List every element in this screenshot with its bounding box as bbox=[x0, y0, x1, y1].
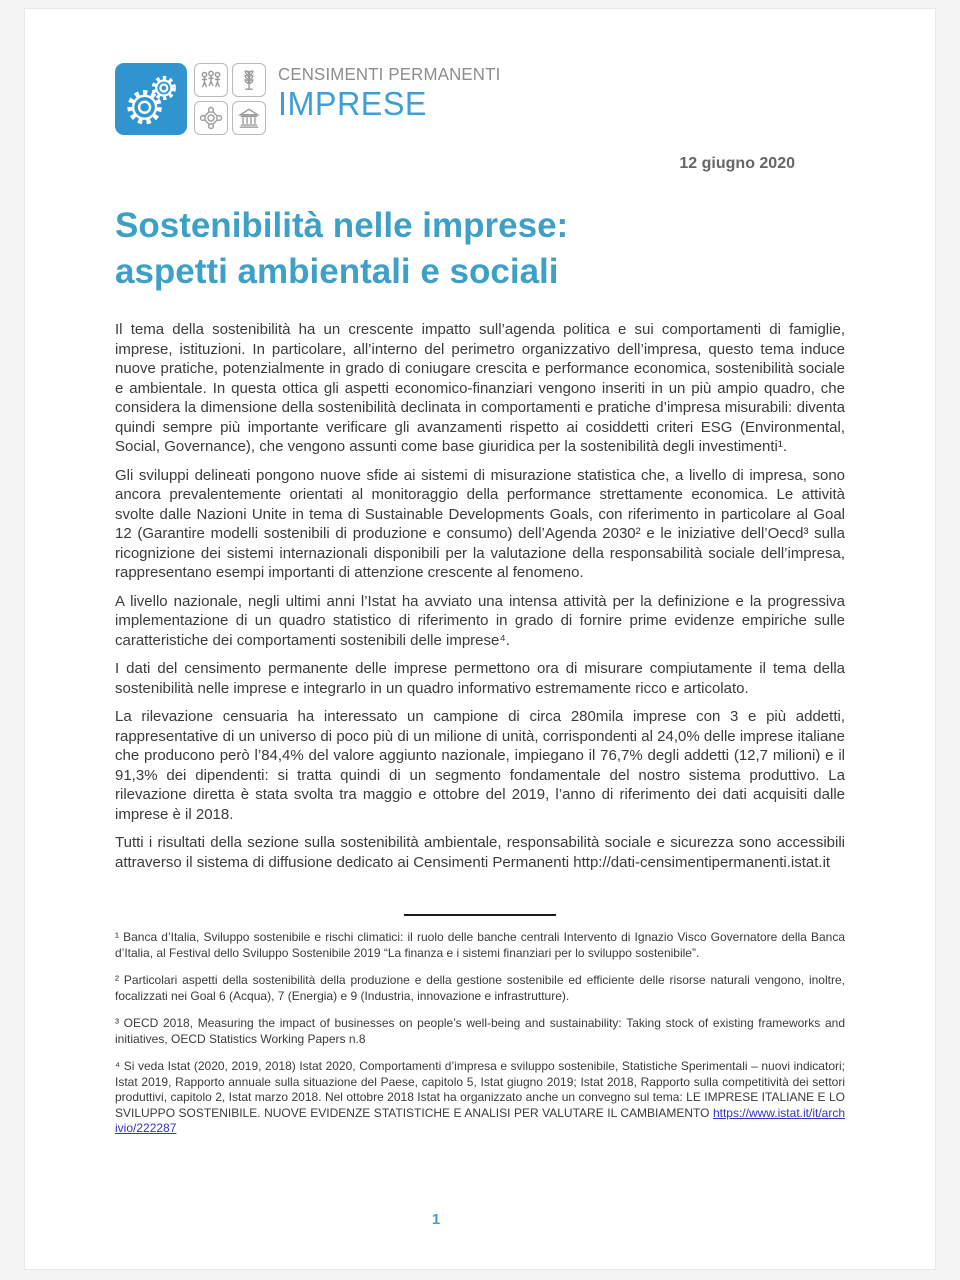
title-line-1: Sostenibilità nelle imprese: bbox=[115, 206, 569, 245]
footnote-4 bbox=[115, 1059, 845, 1137]
footnote-4-link[interactable]: https://www.istat.it/it/archivio/222287 bbox=[115, 1105, 845, 1135]
logo-tile-grid bbox=[194, 63, 266, 135]
footnote-3: ³ OECD 2018, Measuring the impact of businesses on people’s well-being and sustainability: Taking stock of existing frameworks and initiatives, OECD Statistics Working Papers n.8 bbox=[115, 1016, 845, 1046]
paragraph-3: A livello nazionale, negli ultimi anni l’Istat ha avviato una intensa attività per la definizione e la progressiva implementazione di un quadro statistico di riferimento in grado di fornire prime evidenze empiriche sulle caratteristiche dei comportamenti sostenibili delle imprese⁴. bbox=[115, 592, 845, 649]
footnotes bbox=[115, 930, 845, 1137]
page-content bbox=[25, 63, 935, 1137]
network-icon bbox=[194, 101, 228, 135]
paragraph-2: Gli sviluppi delineati pongono nuove sfide ai sistemi di misurazione statistica che, a livello di impresa, sono ancora prevalentemente orientati al monitoraggio della performance strettamente economica. Le attività svolte dalle Nazioni Unite in tema di Sustainable Developments Goals, con riferimento in particolare al Goal 12 (Garantire modelli sostenibili di produzione e consumo) dell’Agenda 2030² e le iniziative dell’Oecd³ sulla ricognizione dei sistemi internazionali disponibili per la valutazione della responsabilità sociale dell’impresa, rappresentano esempi importanti di attenzione crescente al fenomeno. bbox=[115, 466, 845, 581]
page-number: 1 bbox=[431, 1211, 441, 1228]
document-page bbox=[24, 8, 936, 1270]
paragraph-5: La rilevazione censuaria ha interessato un campione di circa 280mila imprese con 3 e più addetti, rappresentative di un universo di poco più di un milione di unità, corrispondenti al 24,0% delle imprese italiane che producono però l’84,4% del valore aggiunto nazionale, impiegano il 76,7% degli addetti (12,7 milioni) e il 91,3% dei dipendenti: si tratta quindi di un segmento fondamentale del nostro sistema produttivo. La rilevazione diretta è stata svolta tra maggio e ottobre del 2019, l’anno di riferimento dei dati acquisiti dalle imprese è il 2018. bbox=[115, 708, 845, 823]
brand-line-imprese: IMPRESE bbox=[278, 84, 428, 122]
footnote-2: ² Particolari aspetti della sostenibilità della produzione e della gestione sostenibile ed efficiente delle risorse naturali vengono, inoltre, focalizzati nei Goal 6 (Acqua), 7 (Energia) e 9 (Industria, innovazione e infrastrutture). bbox=[115, 973, 845, 1003]
title-line-2: aspetti ambientali e sociali bbox=[115, 251, 559, 291]
page-title bbox=[115, 203, 845, 294]
paragraph-1: Il tema della sostenibilità ha un crescente impatto sull’agenda politica e sui comportamenti di famiglie, imprese, istituzioni. In particolare, all’interno del perimetro organizzativo dell’impresa, questo tema induce nuove pratiche, potenzialmente in grado di coniugare crescita e performance economica, sostenibilità sociale e ambientale. In questa ottica gli aspetti economico-finanziari vengono inseriti in un più ampio quadro, che considera la dimensione della sostenibilità declinata in comportamenti e pratiche d’impresa misurabili: diventa quindi sempre più importante verificare gli avanzamenti rispetto ai cosiddetti criteri ESG (Environmental, Social, Governance), che vengono assunti come base giuridica per la sostenibilità degli investimenti¹. bbox=[115, 321, 845, 455]
paragraph-6: Tutti i risultati della sezione sulla sostenibilità ambientale, responsabilità sociale e sicurezza sono accessibili attraverso il sistema di diffusione dedicato ai Censimenti Permanenti http://dati-censimentipermanenti.istat.it bbox=[115, 834, 845, 871]
people-icon bbox=[194, 63, 228, 97]
bank-icon bbox=[232, 101, 266, 135]
brand-line-censimenti: CENSIMENTI PERMANENTI bbox=[278, 64, 501, 84]
footnote-separator bbox=[404, 914, 556, 916]
page-footer bbox=[25, 1211, 935, 1229]
logo-wordmark bbox=[278, 63, 510, 120]
censimenti-logo bbox=[115, 63, 845, 137]
wheat-icon bbox=[232, 63, 266, 97]
logo-blue-tile bbox=[115, 63, 187, 135]
footnote-1: ¹ Banca d’Italia, Sviluppo sostenibile e rischi climatici: il ruolo delle banche centrali Intervento di Ignazio Visco Governatore della Banca d’Italia, al Festival dello Sviluppo Sostenibile 2019 “La finanza e i sistemi finanziari per lo sviluppo sostenibile”. bbox=[115, 930, 845, 960]
publication-date: 12 giugno 2020 bbox=[679, 155, 795, 172]
body-text bbox=[115, 320, 845, 872]
gears-icon bbox=[118, 66, 184, 132]
footnote-4-text: ⁴ Si veda Istat (2020, 2019, 2018) Istat 2020, Comportamenti d’impresa e sviluppo sostenibile, Statistiche Sperimentali – nuovi indicatori; Istat 2019, Rapporto annuale sulla situazione del Paese, capitolo 5, Istat giugno 2019; Istat 2018, Rapporto sulla competitività dei settori produttivi, capitolo 2, Istat marzo 2018. Nel ottobre 2018 Istat ha organizzato anche un convegno sul tema: LE IMPRESE ITALIANE E LO SVILUPPO SOSTENIBILE. NUOVE EVIDENZE STATISTICHE E ANALISI PER VALUTARE IL CAMBIAMENTO bbox=[115, 1059, 845, 1120]
paragraph-4: I dati del censimento permanente delle imprese permettono ora di misurare compiutamente il tema della sostenibilità nelle imprese e integrarlo in un quadro informativo estremamente ricco e articolato. bbox=[115, 660, 845, 697]
